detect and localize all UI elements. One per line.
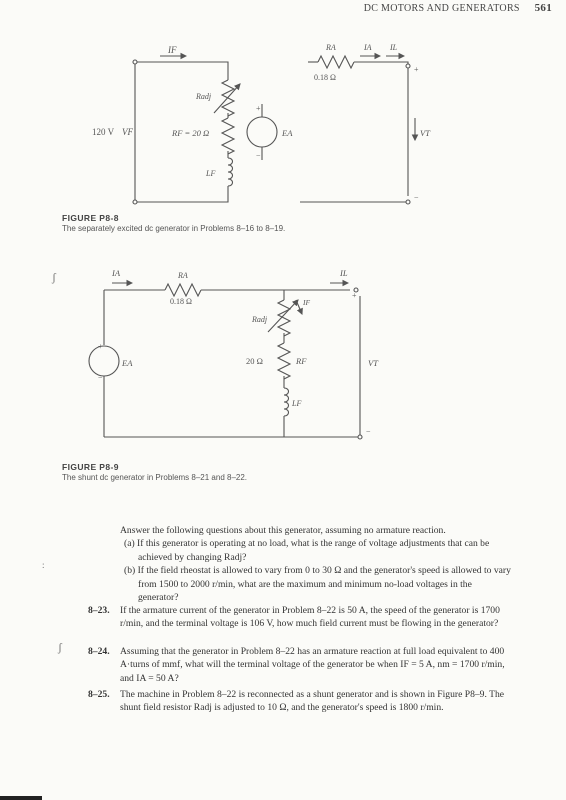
fig8-label-vt-supply: 120 V <box>92 127 115 137</box>
fig9-label-ea: EA <box>122 358 133 368</box>
fig9-plus-vt: + <box>352 291 357 300</box>
fig9-label-rf: RF <box>296 356 307 366</box>
fig9-label-radj: Radj <box>252 315 268 324</box>
fig9-title: FIGURE P8-9 <box>62 462 119 472</box>
fig8-armature-ea <box>247 117 277 147</box>
intro-text: Answer the following questions about this generator, assuming no armature reaction. <box>120 525 446 536</box>
problem-number: 8–23. <box>88 605 110 616</box>
fig9-label-vt: VT <box>368 358 378 368</box>
item-a: (a) If this generator is operating at no load, what is the range of voltage adjustments that can be achieved by changing Radj? <box>124 538 490 563</box>
problem-text: Assuming that the generator in Problem 8–22 has an armature reaction at full load equivalent to 400 A·turns of mmf, what will the terminal voltage of the generator be when IF = 5 A, nm = 1700 r/min, and IA = 50 A? <box>120 646 505 684</box>
fig9-minus-ea: − <box>98 373 103 382</box>
fig9-rf-resistor <box>278 343 290 379</box>
page-corner-mark <box>0 796 42 800</box>
fig8-label-ra: RA <box>326 43 336 52</box>
fig8-label-rf: RF = 20 Ω <box>172 128 210 138</box>
fig8-radj-arrow <box>214 84 240 113</box>
problem-text: The machine in Problem 8–22 is reconnected as a shunt generator and is shown in Figure P8–9. The shunt field resistor Radj is adjusted to 10 Ω, and the generator's speed is 1800 r/min. <box>120 689 505 714</box>
fig8-label-ia: IA <box>364 43 372 52</box>
item-b: (b) If the field rheostat is allowed to vary from 0 to 30 Ω and the generator's speed is allowed to vary from 1500 to 2000 r/min, what are the maximum and minimum no-load voltages in the generator? <box>124 565 511 604</box>
fig8-label-if: IF <box>168 45 177 55</box>
fig8-label-il: IL <box>390 43 398 52</box>
problem-8-25 <box>88 688 518 730</box>
fig9-plus-ea: + <box>98 342 103 351</box>
fig9-minus-vt: − <box>366 427 371 436</box>
fig9-label-ra-value: 0.18 Ω <box>170 297 192 306</box>
problem-8-23 <box>88 604 518 646</box>
margin-mark: ʃ <box>58 640 62 654</box>
problem-number: 8–25. <box>88 689 110 700</box>
problem-continuation <box>120 524 512 604</box>
problem-8-24 <box>88 645 518 687</box>
fig9-ra-resistor <box>165 284 201 296</box>
fig8-minus-vt: − <box>414 193 419 202</box>
margin-mark: ʃ <box>52 270 56 284</box>
running-title: DC MOTORS AND GENERATORS <box>363 3 520 14</box>
fig8-label-vf: VF <box>122 127 133 137</box>
problem-number: 8–24. <box>88 646 110 657</box>
fig8-minus-ea: − <box>256 151 261 160</box>
fig8-plus-ea: + <box>256 104 261 113</box>
fig9-radj-resistor <box>278 300 290 336</box>
fig8-label-lf: LF <box>206 169 216 178</box>
fig8-caption: The separately excited dc generator in Problems 8–16 to 8–19. <box>62 224 286 233</box>
fig9-caption: The shunt dc generator in Problems 8–21 and 8–22. <box>62 473 248 482</box>
fig8-title: FIGURE P8-8 <box>62 213 119 223</box>
fig8-lf-inductor <box>228 158 233 186</box>
fig8-rf-resistor <box>222 118 234 154</box>
fig9-label-ra: RA <box>178 271 188 280</box>
fig8-label-ea: EA <box>282 128 293 138</box>
problem-text: If the armature current of the generator in Problem 8–22 is 50 A, the speed of the generator is 1700 r/min, and the terminal voltage is 106 V, how much field current must be flowing in the generator? <box>120 605 500 630</box>
fig9-label-if: IF <box>303 298 311 307</box>
fig8-label-vt: VT <box>420 128 430 138</box>
fig9-armature-ea <box>89 346 119 376</box>
fig9-label-ia: IA <box>112 268 121 278</box>
fig9-label-il: IL <box>340 268 348 278</box>
page-number: 561 <box>534 2 552 14</box>
fig9-label-rf-value: 20 Ω <box>246 356 263 366</box>
fig8-ra-resistor <box>318 56 354 68</box>
fig8-label-radj: Radj <box>196 92 212 101</box>
fig8-plus-vt: + <box>414 65 419 74</box>
fig8-label-ra-value: 0.18 Ω <box>314 73 336 82</box>
fig9-label-lf: LF <box>292 399 302 408</box>
margin-mark: : <box>42 560 45 570</box>
fig9-lf-inductor <box>284 388 289 416</box>
